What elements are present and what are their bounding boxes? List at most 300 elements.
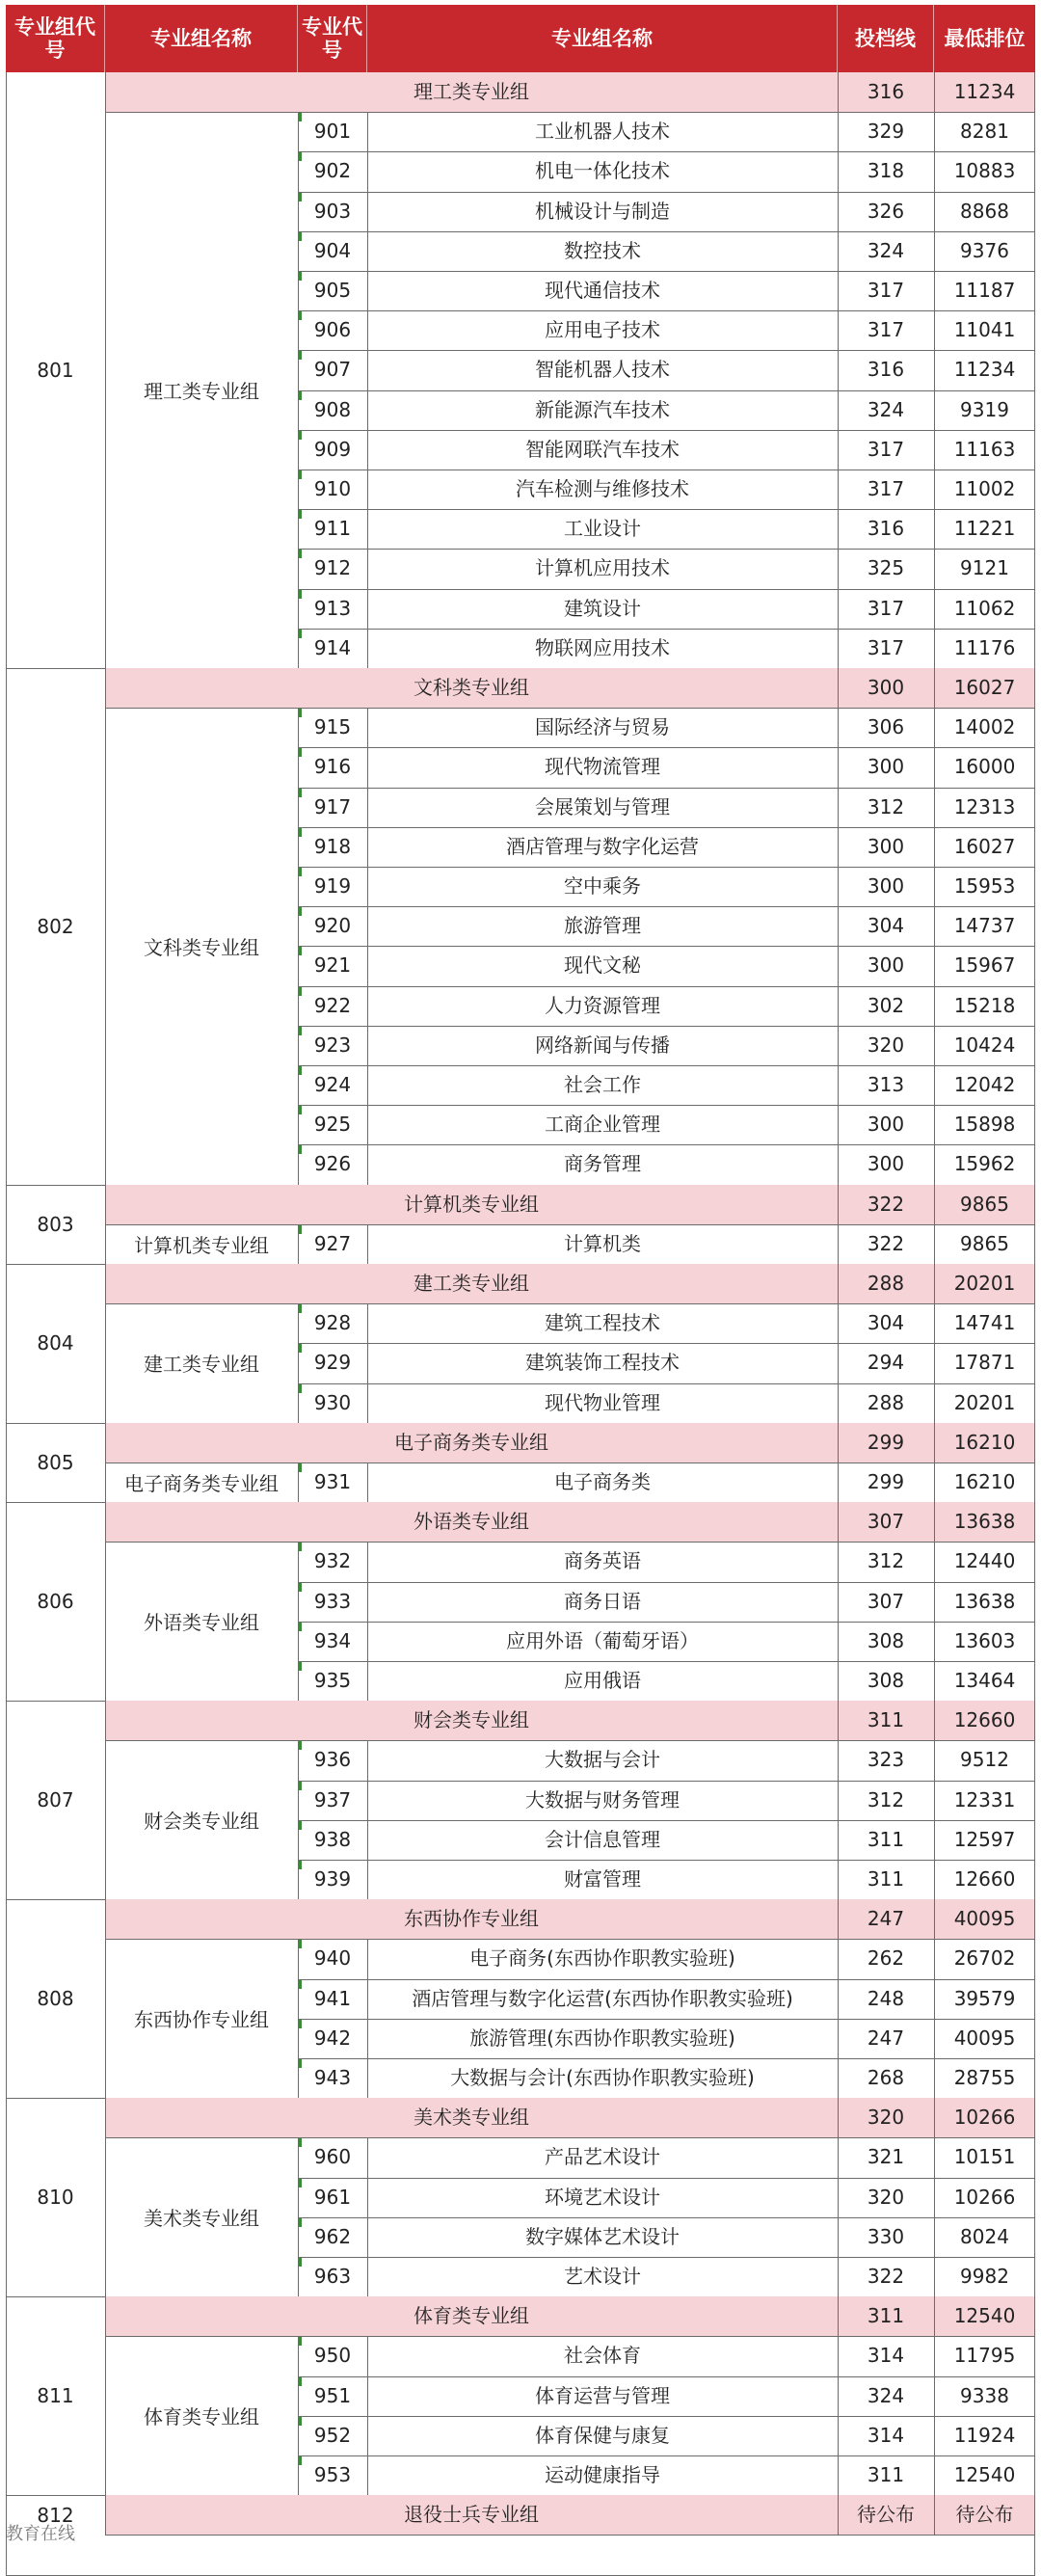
cell-corner-mark bbox=[299, 590, 302, 599]
cell-corner-mark bbox=[299, 1225, 302, 1234]
major-name: 工业机器人技术 bbox=[535, 120, 670, 144]
group-code: 804 bbox=[37, 1331, 74, 1355]
grid-line bbox=[105, 668, 106, 1185]
grid-line bbox=[105, 2495, 106, 2535]
cell-corner-mark bbox=[299, 1583, 302, 1592]
major-cutoff: 324 bbox=[867, 238, 905, 262]
grid-line bbox=[838, 1185, 839, 1264]
grid-line bbox=[105, 1185, 106, 1264]
cell-corner-mark bbox=[299, 391, 302, 400]
group-summary-title: 体育类专业组 bbox=[414, 2304, 529, 2328]
major-name: 人力资源管理 bbox=[545, 993, 660, 1017]
cell-corner-mark bbox=[299, 1980, 302, 1989]
group-name: 电子商务类专业组 bbox=[124, 1472, 279, 1496]
major-rank: 13603 bbox=[953, 1628, 1016, 1652]
cell-corner-mark bbox=[299, 2059, 302, 2068]
major-rank: 16000 bbox=[953, 755, 1016, 779]
group-name: 体育类专业组 bbox=[144, 2405, 259, 2429]
group-summary-cutoff: 320 bbox=[867, 2106, 905, 2130]
cell-corner-mark bbox=[299, 311, 302, 320]
major-cutoff: 321 bbox=[867, 2145, 905, 2169]
major-cutoff: 324 bbox=[867, 2383, 905, 2407]
major-name: 商务管理 bbox=[564, 1152, 641, 1176]
major-cutoff: 308 bbox=[867, 1669, 905, 1692]
cell-corner-mark bbox=[299, 550, 302, 558]
cell-corner-mark bbox=[299, 1940, 302, 1948]
group-summary-cutoff: 299 bbox=[867, 1430, 905, 1454]
major-cutoff: 313 bbox=[867, 1073, 905, 1096]
major-name: 电子商务(东西协作职教实验班) bbox=[469, 1946, 735, 1971]
major-rank: 11041 bbox=[953, 318, 1016, 342]
major-name: 工业设计 bbox=[564, 517, 641, 541]
cell-corner-mark bbox=[299, 470, 302, 479]
grid-line bbox=[838, 1423, 839, 1502]
major-name: 机械设计与制造 bbox=[535, 199, 670, 223]
major-cutoff: 248 bbox=[867, 1986, 905, 2010]
major-code: 911 bbox=[313, 517, 352, 541]
major-rank: 15967 bbox=[953, 953, 1016, 978]
major-code: 924 bbox=[313, 1073, 352, 1096]
cell-corner-mark bbox=[299, 113, 302, 121]
major-name: 数字媒体艺术设计 bbox=[525, 2224, 680, 2248]
major-name: 汽车检测与维修技术 bbox=[516, 477, 689, 500]
major-name: 旅游管理(东西协作职教实验班) bbox=[469, 2026, 735, 2050]
major-name: 艺术设计 bbox=[564, 2265, 641, 2288]
major-rank: 11187 bbox=[953, 279, 1016, 302]
header-group-code: 专业组代号 bbox=[6, 5, 105, 72]
major-code: 934 bbox=[313, 1628, 352, 1652]
major-cutoff: 311 bbox=[867, 1867, 905, 1891]
group-summary-rank: 11234 bbox=[953, 80, 1016, 103]
major-code: 910 bbox=[313, 477, 352, 500]
major-name: 国际经济与贸易 bbox=[535, 715, 670, 739]
major-cutoff: 317 bbox=[867, 635, 905, 659]
grid-line bbox=[298, 1542, 299, 1701]
grid-line bbox=[367, 2137, 368, 2296]
grid-line bbox=[298, 1303, 299, 1423]
grid-line bbox=[838, 72, 839, 668]
major-cutoff: 308 bbox=[867, 1628, 905, 1652]
major-code: 932 bbox=[313, 1549, 352, 1573]
major-code: 925 bbox=[313, 1113, 352, 1137]
major-code: 912 bbox=[313, 556, 352, 580]
major-cutoff: 311 bbox=[867, 1827, 905, 1851]
group-summary-cutoff: 311 bbox=[867, 2304, 905, 2328]
major-name: 产品艺术设计 bbox=[545, 2145, 660, 2169]
major-rank: 12440 bbox=[953, 1549, 1016, 1573]
major-cutoff: 300 bbox=[867, 953, 905, 978]
group-code: 812 bbox=[37, 2503, 74, 2527]
cell-corner-mark bbox=[299, 272, 302, 281]
major-code: 960 bbox=[313, 2145, 352, 2169]
group-summary-cutoff: 288 bbox=[867, 1272, 905, 1295]
grid-line bbox=[838, 1899, 839, 2098]
major-rank: 13464 bbox=[953, 1669, 1016, 1692]
grid-line bbox=[105, 1899, 106, 2098]
cell-corner-mark bbox=[299, 630, 302, 638]
grid-line bbox=[298, 2336, 299, 2495]
major-name: 智能网联汽车技术 bbox=[525, 437, 680, 461]
grid-line bbox=[1034, 72, 1035, 2575]
major-code: 937 bbox=[313, 1787, 352, 1811]
major-rank: 12660 bbox=[953, 1867, 1016, 1891]
cell-corner-mark bbox=[299, 748, 302, 757]
major-rank: 12597 bbox=[953, 1827, 1016, 1851]
cell-corner-mark bbox=[299, 2179, 302, 2187]
grid-line bbox=[934, 1502, 935, 1701]
major-name: 运动健康指导 bbox=[545, 2463, 660, 2486]
grid-line bbox=[838, 1264, 839, 1423]
cell-corner-mark bbox=[299, 1463, 302, 1472]
major-cutoff: 247 bbox=[867, 2026, 905, 2050]
major-name: 计算机应用技术 bbox=[535, 556, 670, 580]
cell-corner-mark bbox=[299, 709, 302, 717]
major-cutoff: 317 bbox=[867, 437, 905, 461]
major-rank: 9865 bbox=[960, 1231, 1009, 1255]
major-rank: 11234 bbox=[953, 358, 1016, 382]
major-name: 应用电子技术 bbox=[545, 318, 660, 342]
grid-line bbox=[367, 1224, 368, 1264]
major-cutoff: 304 bbox=[867, 1311, 905, 1335]
cell-corner-mark bbox=[299, 1304, 302, 1313]
major-cutoff: 320 bbox=[867, 1033, 905, 1057]
grid-line bbox=[298, 1224, 299, 1264]
major-rank: 16027 bbox=[953, 834, 1016, 858]
group-summary-title: 理工类专业组 bbox=[414, 80, 529, 103]
major-rank: 12540 bbox=[953, 2463, 1016, 2486]
major-cutoff: 320 bbox=[867, 2185, 905, 2209]
major-name: 体育运营与管理 bbox=[535, 2383, 670, 2407]
cell-corner-mark bbox=[299, 431, 302, 440]
major-code: 936 bbox=[313, 1748, 352, 1772]
group-summary-rank: 12660 bbox=[953, 1708, 1016, 1732]
cell-corner-mark bbox=[299, 789, 302, 797]
group-summary-title: 财会类专业组 bbox=[414, 1708, 529, 1732]
major-cutoff: 317 bbox=[867, 477, 905, 500]
major-name: 商务日语 bbox=[564, 1589, 641, 1613]
group-summary-title: 退役士兵专业组 bbox=[404, 2503, 539, 2527]
group-code: 802 bbox=[37, 914, 74, 938]
group-summary-title: 东西协作专业组 bbox=[404, 1907, 539, 1931]
major-rank: 15898 bbox=[953, 1113, 1016, 1137]
major-code: 963 bbox=[313, 2265, 352, 2288]
grid-line bbox=[298, 1939, 299, 2098]
cell-corner-mark bbox=[299, 907, 302, 916]
major-cutoff: 288 bbox=[867, 1390, 905, 1414]
major-name: 物联网应用技术 bbox=[535, 635, 670, 659]
major-rank: 16210 bbox=[953, 1470, 1016, 1493]
major-cutoff: 322 bbox=[867, 2265, 905, 2288]
watermark-text: 教育在线 bbox=[6, 2524, 75, 2544]
major-cutoff: 312 bbox=[867, 1787, 905, 1811]
major-cutoff: 307 bbox=[867, 1589, 905, 1613]
grid-line bbox=[934, 1185, 935, 1264]
major-cutoff: 300 bbox=[867, 874, 905, 898]
group-summary-title: 建工类专业组 bbox=[414, 1272, 529, 1295]
grid-line bbox=[6, 72, 7, 2575]
cell-corner-mark bbox=[299, 1145, 302, 1154]
major-code: 909 bbox=[313, 437, 352, 461]
grid-line bbox=[105, 1502, 106, 1701]
group-summary-rank: 40095 bbox=[953, 1907, 1016, 1931]
major-cutoff: 330 bbox=[867, 2224, 905, 2248]
major-cutoff: 317 bbox=[867, 596, 905, 620]
group-summary-title: 电子商务类专业组 bbox=[394, 1430, 548, 1454]
major-name: 财富管理 bbox=[564, 1867, 641, 1891]
major-code: 927 bbox=[313, 1231, 352, 1255]
cell-corner-mark bbox=[299, 947, 302, 955]
major-code: 918 bbox=[313, 834, 352, 858]
major-cutoff: 316 bbox=[867, 517, 905, 541]
major-cutoff: 318 bbox=[867, 159, 905, 183]
grid-line bbox=[298, 1462, 299, 1502]
major-cutoff: 317 bbox=[867, 318, 905, 342]
major-name: 商务英语 bbox=[564, 1549, 641, 1573]
group-summary-cutoff: 247 bbox=[867, 1907, 905, 1931]
major-code: 950 bbox=[313, 2344, 352, 2368]
group-summary-cutoff: 300 bbox=[867, 676, 905, 699]
major-rank: 20201 bbox=[953, 1390, 1016, 1414]
group-summary-title: 计算机类专业组 bbox=[404, 1192, 539, 1216]
cell-corner-mark bbox=[299, 1821, 302, 1830]
group-summary-title: 文科类专业组 bbox=[414, 676, 529, 699]
grid-line bbox=[105, 2296, 106, 2495]
major-cutoff: 322 bbox=[867, 1231, 905, 1255]
major-name: 环境艺术设计 bbox=[545, 2185, 660, 2209]
group-summary-cutoff: 待公布 bbox=[857, 2503, 915, 2527]
major-name: 大数据与财务管理 bbox=[525, 1787, 680, 1811]
major-rank: 10151 bbox=[953, 2145, 1016, 2169]
cell-corner-mark bbox=[299, 1066, 302, 1075]
major-cutoff: 324 bbox=[867, 397, 905, 421]
group-summary-cutoff: 322 bbox=[867, 1192, 905, 1216]
major-code: 935 bbox=[313, 1669, 352, 1692]
major-code: 923 bbox=[313, 1033, 352, 1057]
major-name: 酒店管理与数字化运营(东西协作职教实验班) bbox=[412, 1986, 793, 2010]
major-name: 大数据与会计 bbox=[545, 1748, 660, 1772]
table-header bbox=[6, 5, 1035, 72]
grid-line bbox=[367, 1939, 368, 2098]
grid-line bbox=[367, 1542, 368, 1701]
major-rank: 11062 bbox=[953, 596, 1016, 620]
grid-line bbox=[367, 1740, 368, 1899]
major-name: 现代物流管理 bbox=[545, 755, 660, 779]
major-cutoff: 300 bbox=[867, 1152, 905, 1176]
major-name: 酒店管理与数字化运营 bbox=[506, 834, 699, 858]
group-code: 810 bbox=[37, 2186, 74, 2210]
major-name: 新能源汽车技术 bbox=[535, 397, 670, 421]
major-name: 应用俄语 bbox=[564, 1669, 641, 1692]
major-code: 903 bbox=[313, 199, 352, 223]
header-major-code: 专业代号 bbox=[298, 5, 367, 72]
major-code: 904 bbox=[313, 238, 352, 262]
major-code: 913 bbox=[313, 596, 352, 620]
major-rank: 15953 bbox=[953, 874, 1016, 898]
cell-corner-mark bbox=[299, 1543, 302, 1551]
major-rank: 9121 bbox=[960, 556, 1009, 580]
cell-corner-mark bbox=[299, 1662, 302, 1671]
grid-line bbox=[105, 2535, 1035, 2536]
major-name: 应用外语（葡萄牙语） bbox=[506, 1628, 699, 1652]
group-name: 东西协作专业组 bbox=[134, 2008, 269, 2032]
grid-line bbox=[105, 1701, 106, 1899]
major-rank: 39579 bbox=[953, 1986, 1016, 2010]
group-summary-rank: 12540 bbox=[953, 2304, 1016, 2328]
major-code: 931 bbox=[313, 1470, 352, 1493]
major-name: 机电一体化技术 bbox=[535, 159, 670, 183]
major-name: 智能机器人技术 bbox=[535, 358, 670, 382]
group-name: 理工类专业组 bbox=[144, 380, 259, 404]
major-code: 920 bbox=[313, 914, 352, 938]
major-name: 网络新闻与传播 bbox=[535, 1033, 670, 1057]
major-cutoff: 325 bbox=[867, 556, 905, 580]
group-code: 807 bbox=[37, 1788, 74, 1812]
major-code: 940 bbox=[313, 1946, 352, 1971]
grid-line bbox=[367, 112, 368, 668]
group-code: 808 bbox=[37, 1987, 74, 2011]
group-summary-cutoff: 311 bbox=[867, 1708, 905, 1732]
cell-corner-mark bbox=[299, 510, 302, 519]
grid-line bbox=[934, 668, 935, 1185]
major-name: 现代文秘 bbox=[564, 953, 641, 978]
major-code: 930 bbox=[313, 1390, 352, 1414]
cell-corner-mark bbox=[299, 2218, 302, 2227]
major-rank: 8024 bbox=[960, 2224, 1009, 2248]
cell-corner-mark bbox=[299, 828, 302, 837]
cell-corner-mark bbox=[299, 2417, 302, 2426]
major-code: 908 bbox=[313, 397, 352, 421]
grid-line bbox=[298, 708, 299, 1184]
major-code: 917 bbox=[313, 794, 352, 818]
major-cutoff: 329 bbox=[867, 120, 905, 144]
major-rank: 11221 bbox=[953, 517, 1016, 541]
major-rank: 26702 bbox=[953, 1946, 1016, 1971]
cell-corner-mark bbox=[299, 1344, 302, 1353]
major-rank: 11795 bbox=[953, 2344, 1016, 2368]
cell-corner-mark bbox=[299, 2020, 302, 2028]
header-group-name: 专业组名称 bbox=[105, 5, 298, 72]
major-rank: 14741 bbox=[953, 1311, 1016, 1335]
grid-line bbox=[105, 1264, 106, 1423]
group-name: 建工类专业组 bbox=[144, 1353, 259, 1377]
major-name: 社会体育 bbox=[564, 2344, 641, 2368]
group-summary-rank: 13638 bbox=[953, 1510, 1016, 1534]
major-cutoff: 294 bbox=[867, 1351, 905, 1375]
grid-line bbox=[838, 1701, 839, 1899]
cell-corner-mark bbox=[299, 868, 302, 876]
cell-corner-mark bbox=[299, 1623, 302, 1631]
major-code: 906 bbox=[313, 318, 352, 342]
grid-line bbox=[934, 1899, 935, 2098]
major-name: 空中乘务 bbox=[564, 874, 641, 898]
group-summary-title: 美术类专业组 bbox=[414, 2106, 529, 2130]
major-code: 929 bbox=[313, 1351, 352, 1375]
major-rank: 9376 bbox=[960, 238, 1009, 262]
major-name: 旅游管理 bbox=[564, 914, 641, 938]
grid-line bbox=[105, 1423, 106, 1502]
major-rank: 40095 bbox=[953, 2026, 1016, 2050]
header-min-rank: 最低排位 bbox=[944, 27, 1026, 50]
grid-line bbox=[6, 2575, 1035, 2576]
major-name: 社会工作 bbox=[564, 1073, 641, 1096]
group-summary-rank: 16027 bbox=[953, 676, 1016, 699]
group-summary-cutoff: 307 bbox=[867, 1510, 905, 1534]
major-cutoff: 312 bbox=[867, 1549, 905, 1573]
major-cutoff: 268 bbox=[867, 2066, 905, 2089]
major-cutoff: 317 bbox=[867, 279, 905, 302]
major-code: 952 bbox=[313, 2423, 352, 2447]
major-cutoff: 314 bbox=[867, 2344, 905, 2368]
grid-line bbox=[367, 2336, 368, 2495]
grid-line bbox=[367, 1462, 368, 1502]
major-rank: 12313 bbox=[953, 794, 1016, 818]
cell-corner-mark bbox=[299, 1782, 302, 1790]
major-cutoff: 326 bbox=[867, 199, 905, 223]
group-code: 801 bbox=[37, 359, 74, 382]
major-cutoff: 300 bbox=[867, 755, 905, 779]
header-cutoff-line: 投档线 bbox=[838, 5, 934, 72]
grid-line bbox=[367, 1303, 368, 1423]
major-code: 953 bbox=[313, 2463, 352, 2486]
cell-corner-mark bbox=[299, 1106, 302, 1114]
major-name: 现代物业管理 bbox=[545, 1390, 660, 1414]
grid-line bbox=[838, 2098, 839, 2296]
group-summary-rank: 10266 bbox=[953, 2106, 1016, 2130]
major-cutoff: 300 bbox=[867, 1113, 905, 1137]
cell-corner-mark bbox=[299, 1384, 302, 1393]
major-code: 938 bbox=[313, 1827, 352, 1851]
major-rank: 15962 bbox=[953, 1152, 1016, 1176]
major-cutoff: 314 bbox=[867, 2423, 905, 2447]
major-rank: 15218 bbox=[953, 993, 1016, 1017]
grid-line bbox=[934, 1701, 935, 1899]
major-rank: 28755 bbox=[953, 2066, 1016, 2089]
major-code: 939 bbox=[313, 1867, 352, 1891]
grid-line bbox=[105, 72, 106, 668]
grid-line bbox=[838, 1502, 839, 1701]
major-rank: 11176 bbox=[953, 635, 1016, 659]
grid-line bbox=[838, 668, 839, 1185]
major-code: 916 bbox=[313, 755, 352, 779]
group-name: 文科类专业组 bbox=[144, 935, 259, 959]
major-rank: 8281 bbox=[960, 120, 1009, 144]
major-rank: 9982 bbox=[960, 2265, 1009, 2288]
major-rank: 8868 bbox=[960, 199, 1009, 223]
major-name: 建筑装饰工程技术 bbox=[525, 1351, 680, 1375]
major-code: 921 bbox=[313, 953, 352, 978]
major-name: 数控技术 bbox=[564, 238, 641, 262]
group-code: 803 bbox=[37, 1212, 74, 1236]
group-summary-rank: 9865 bbox=[960, 1192, 1009, 1216]
cell-corner-mark bbox=[299, 232, 302, 241]
major-code: 907 bbox=[313, 358, 352, 382]
major-code: 905 bbox=[313, 279, 352, 302]
group-name: 外语类专业组 bbox=[144, 1611, 259, 1635]
cell-corner-mark bbox=[299, 1741, 302, 1750]
grid-line bbox=[934, 1264, 935, 1423]
major-cutoff: 299 bbox=[867, 1470, 905, 1493]
major-name: 会展策划与管理 bbox=[535, 794, 670, 818]
major-cutoff: 304 bbox=[867, 914, 905, 938]
group-code: 805 bbox=[37, 1450, 74, 1474]
major-code: 942 bbox=[313, 2026, 352, 2050]
cell-corner-mark bbox=[299, 987, 302, 996]
grid-line bbox=[934, 2296, 935, 2495]
grid-line bbox=[298, 112, 299, 668]
grid-line bbox=[298, 1740, 299, 1899]
grid-line bbox=[934, 1423, 935, 1502]
major-code: 922 bbox=[313, 993, 352, 1017]
